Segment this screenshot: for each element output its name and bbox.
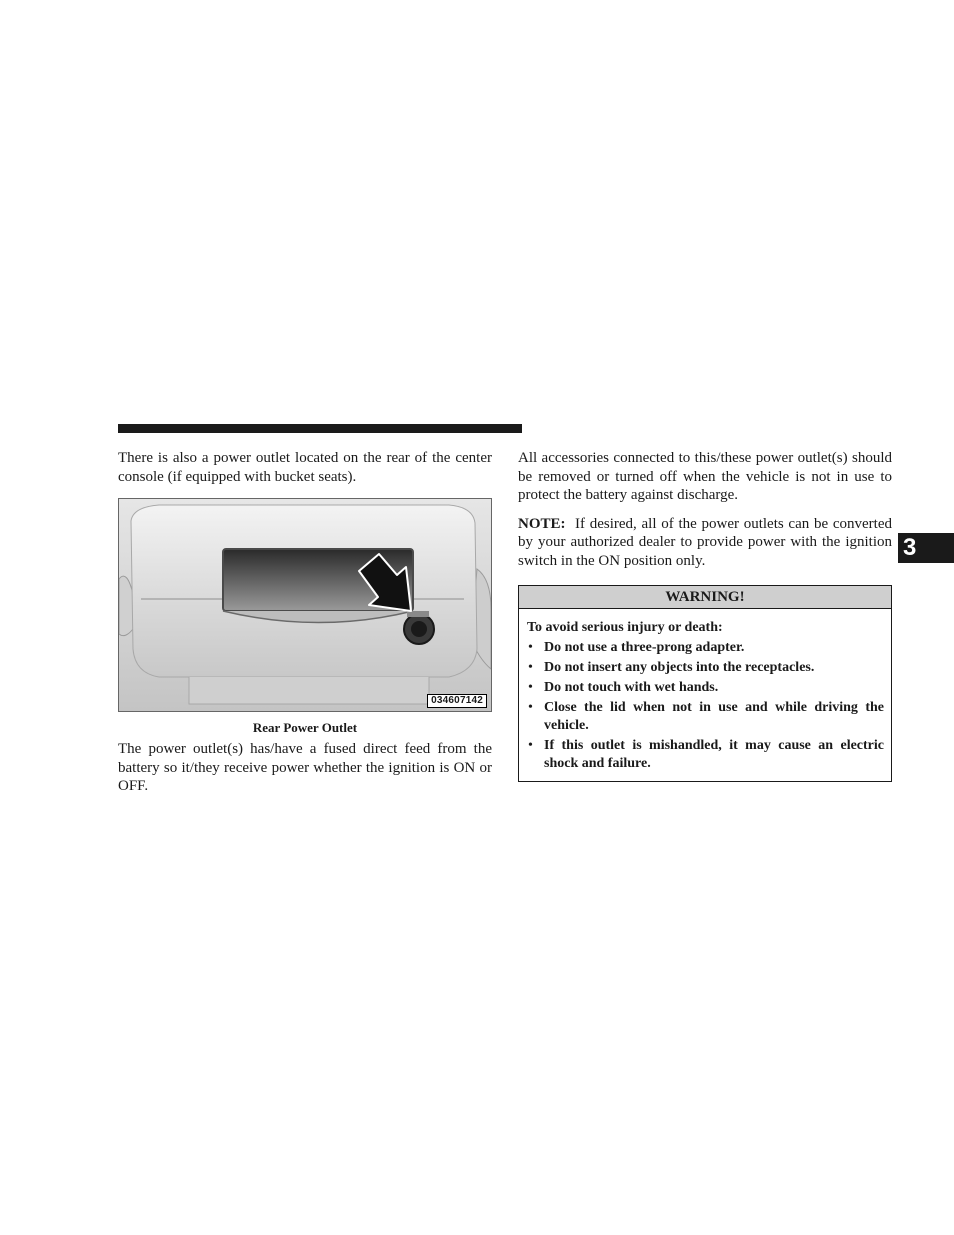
warning-list xyxy=(527,639,884,773)
note-paragraph xyxy=(518,515,892,571)
section-rule xyxy=(118,424,522,433)
warning-item: • Close the lid when not in use and while driving the vehicle. xyxy=(527,699,884,735)
intro-paragraph: There is also a power outlet located on the rear of the center console (if equipped with bucket seats). xyxy=(118,450,492,485)
accessories-paragraph: All accessories connected to this/these power outlet(s) should be removed or turned off when the vehicle is not in use to protect the battery against discharge. xyxy=(518,450,892,504)
figure-caption: Rear Power Outlet xyxy=(252,720,358,736)
rear-power-outlet-figure xyxy=(118,498,492,712)
right-column xyxy=(518,449,892,782)
warning-item: • Do not touch with wet hands. xyxy=(527,679,884,697)
warning-item: • If this outlet is mishandled, it may cause an electric shock and failure. xyxy=(527,737,884,773)
warning-item: • Do not insert any objects into the receptacles. xyxy=(527,659,884,677)
image-code-label: 034607142 xyxy=(427,694,487,708)
console-illustration xyxy=(119,499,491,711)
note-label: NOTE: xyxy=(518,515,566,532)
warning-item: • Do not use a three-prong adapter. xyxy=(527,639,884,657)
fused-feed-paragraph: The power outlet(s) has/have a fused direct feed from the battery so it/they receive power whether the ignition is ON or OFF. xyxy=(118,741,492,795)
warning-box xyxy=(518,585,892,782)
left-column xyxy=(118,449,492,796)
chapter-tab: 3 xyxy=(898,533,954,563)
note-text: If desired, all of the power outlets can be converted by your authorized dealer to provide power with the ignition switch in the ON position only. xyxy=(518,515,893,569)
warning-title: WARNING! xyxy=(519,586,891,609)
warning-body xyxy=(519,609,891,781)
warning-lead: To avoid serious injury or death: xyxy=(527,619,723,635)
